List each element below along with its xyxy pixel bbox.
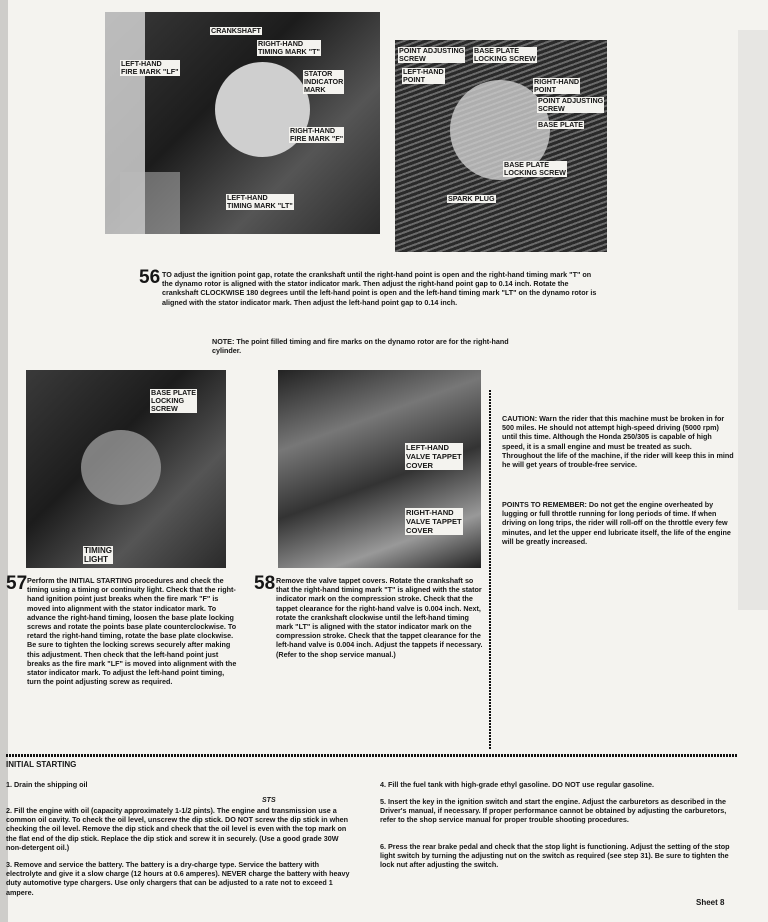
points-to-remember: POINTS TO REMEMBER: Do not get the engine overheated by lugging or full throttle running for long periods of time. If when driving on long trips, the rider will roll-off on the throttle every few minutes, and let the upper end lubricate itself, the life of the engine will be greatly increased.: [502, 500, 731, 546]
callout-timing-light: TIMING LIGHT: [84, 546, 112, 564]
callout-rh-fire-mark: RIGHT-HAND FIRE MARK "F": [290, 126, 344, 143]
callout-lh-timing-mark: LEFT-HAND TIMING MARK "LT": [227, 193, 293, 210]
section-rule: [6, 754, 738, 757]
step-58-number: 58: [254, 573, 276, 594]
list-item-4: 4. Fill the fuel tank with high-grade ethyl gasoline. DO NOT use regular gasoline.: [380, 780, 654, 789]
callout-rh-point: RIGHT-HAND POINT: [534, 77, 580, 94]
step-57-number: 57: [6, 573, 28, 594]
callout-base-plate-locking-top: BASE PLATE LOCKING SCREW: [474, 46, 536, 63]
callout-lh-fire-mark: LEFT-HAND FIRE MARK "LF": [121, 59, 179, 76]
initial-starting-heading: INITIAL STARTING: [6, 760, 77, 769]
list-item-6: 6. Press the rear brake pedal and check that the stop light is functioning. Adjust the setting of the stop light switch by turning the adjusting nut on the switch as required (see step 31). Be sure to tighten the lock nut after adjusting the switch.: [380, 842, 730, 870]
callout-stator-indicator: STATOR INDICATOR MARK: [304, 69, 344, 94]
list-item-2: 2. Fill the engine with oil (capacity approximately 1-1/2 pints). The engine and transmission use a common oil cavity. To check the oil level, unscrew the dip stick. DO NOT screw the dip stick in when checking the oil level. Remove the dip stick and check that the oil level is even with the top mark on the flat end of the dip stick. Replace the dip stick and screw it in securely. (Use a good grade 30W non-detergent oil.): [6, 806, 349, 852]
callout-base-plate-locking-bottom: BASE PLATE LOCKING SCREW: [504, 160, 566, 177]
callout-lh-valve-tappet: LEFT-HAND VALVE TAPPET COVER: [406, 443, 462, 470]
step-56-number: 56: [139, 267, 161, 288]
callout-base-plate: BASE PLATE: [538, 120, 583, 129]
caution-text: CAUTION: Warn the rider that this machine must be broken in for 500 miles. He should not attempt high-speed driving (5000 rpm) until this time. Although the Honda 250/305 is capable of high speed, it is a small engine and must be treated as such. Throughout the life of the machine, if the rider will keep this in mind he will get years of trouble-free service.: [502, 414, 734, 470]
handwritten-note: STS: [262, 797, 276, 804]
callout-point-adjusting-screw-right: POINT ADJUSTING SCREW: [538, 96, 604, 113]
callout-base-plate-locking-mid: BASE PLATE LOCKING SCREW: [151, 388, 196, 413]
list-item-3: 3. Remove and service the battery. The battery is a dry-charge type. Service the battery with electrolyte and give it a slow charge (12 hours at 0.6 amperes). NEVER charge the battery with heavy duty automotive type chargers. Use only chargers that can be adjusted to a rate not to exceed 1 ampere.: [6, 860, 350, 897]
sheet-number: Sheet 8: [696, 898, 725, 907]
column-divider: [489, 390, 491, 750]
callout-spark-plug: SPARK PLUG: [448, 194, 495, 203]
step-58-text: Remove the valve tappet covers. Rotate the crankshaft so that the right-hand timing mark "T" is aligned with the stator indicator mark on the compression stroke. Check that the tappet clearance for the right-hand valve is 0.004 inch. Next, rotate the crankshaft clockwise until the left-hand timing mark "LT" is aligned with the stator indicator mark on the compression stroke. Check that the tappet clearance for the left-hand valve is 0.004 inch. Adjust the tappets if necessary. (Refer to the shop service manual.): [276, 576, 483, 659]
list-item-5: 5. Insert the key in the ignition switch and start the engine. Adjust the carburetors as described in the Driver's manual, if necessary. If proper performance cannot be obtained by adjusting the carburetors, refer to the shop service manual for proper trouble shooting procedures.: [380, 797, 727, 825]
step-57-text: Perform the INITIAL STARTING procedures and check the timing using a timing or continuity light. Check that the right-hand ignition point just breaks when the fire mark "F" is moved into alignment with the stator indicator mark. To advance the right-hand timing, loosen the base plate locking screws and rotate the points base plate counterclockwise. To retard the right-hand timing, rotate the base plate clockwise. Be sure to tighten the locking screws securely after making this adjustment. Then check that the left-hand point just breaks as the fire mark "LF" is moved into alignment with the stator indicator mark. To adjust the left-hand point timing, turn the point adjusting screw as required.: [27, 576, 237, 687]
callout-crankshaft: CRANKSHAFT: [211, 26, 261, 35]
callout-point-adjusting-screw-top: POINT ADJUSTING SCREW: [399, 46, 465, 63]
callout-rh-valve-tappet: RIGHT-HAND VALVE TAPPET COVER: [406, 508, 462, 535]
list-item-1: 1. Drain the shipping oil: [6, 780, 88, 789]
step-56-note: NOTE: The point filled timing and fire marks on the dynamo rotor are for the right-hand cylinder.: [212, 337, 509, 356]
step-56-text: TO adjust the ignition point gap, rotate the crankshaft until the right-hand point is open and the right-hand timing mark "T" on the dynamo rotor is aligned with the stator indicator mark. Then adjust the right-hand point gap to 0.14 inch. Rotate the crankshaft CLOCKWISE 180 degrees until the left-hand point is open and the left-hand timing mark "LT" on the dynamo rotor is aligned with the stator indicator mark. Then adjust the left-hand point gap to 0.14 inch.: [162, 270, 597, 307]
callout-rh-timing-mark: RIGHT-HAND TIMING MARK "T": [258, 39, 320, 56]
callout-lh-point: LEFT-HAND POINT: [403, 67, 444, 84]
margin-shadow-right: [738, 30, 768, 610]
